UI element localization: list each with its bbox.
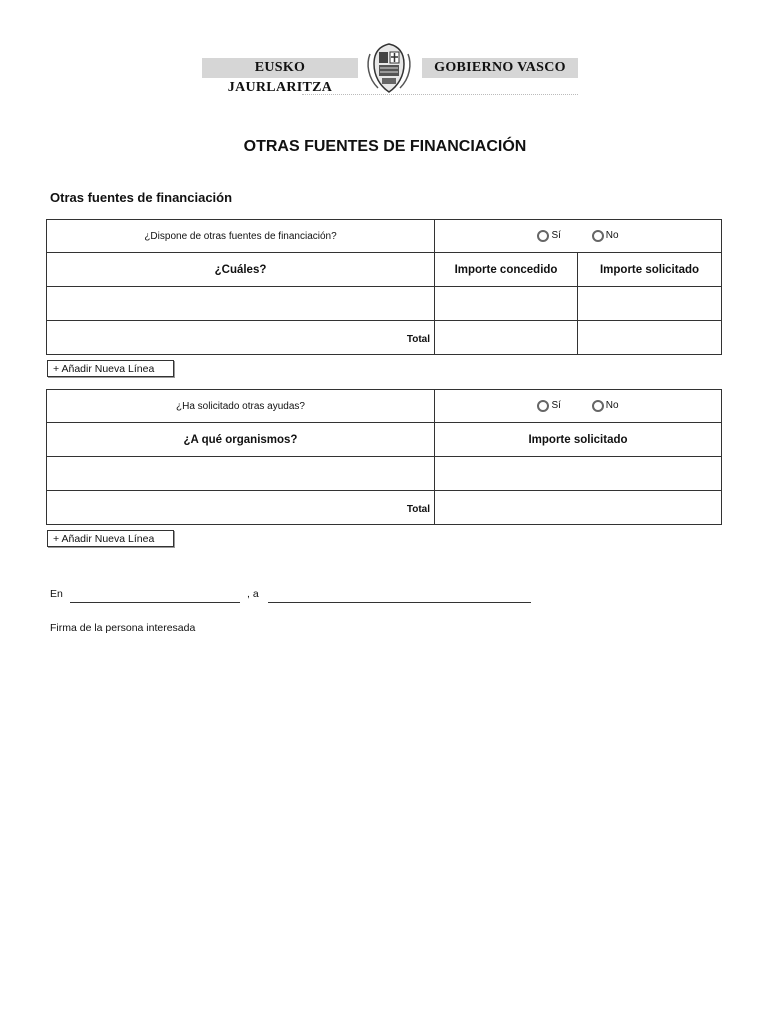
aids-question: ¿Ha solicitado otras ayudas? (47, 390, 435, 423)
column-header-requested: Importe solicitado (435, 423, 722, 457)
radio-yes[interactable] (537, 230, 560, 241)
question-row (47, 390, 722, 423)
financing-sources-table (46, 219, 722, 355)
total-label: Total (47, 491, 435, 525)
radio-yes-label: Sí (551, 400, 561, 412)
section-title: Otras fuentes de financiación (50, 190, 233, 205)
radio-yes-label: Sí (551, 230, 561, 242)
coat-of-arms-icon (362, 42, 416, 94)
source-name-input[interactable] (47, 287, 435, 321)
government-logo (196, 42, 578, 100)
table-row (47, 457, 722, 491)
column-header-organisms: ¿A qué organismos? (47, 423, 435, 457)
total-row (47, 491, 722, 525)
column-header-requested: Importe solicitado (578, 253, 722, 287)
logo-divider (302, 94, 578, 95)
aids-options (435, 390, 722, 423)
radio-yes[interactable] (537, 400, 560, 411)
page-title: OTRAS FUENTES DE FINANCIACIÓN (243, 138, 527, 155)
radio-no-label: No (605, 400, 619, 412)
column-header-granted: Importe concedido (435, 253, 578, 287)
radio-no[interactable] (592, 230, 619, 241)
add-line-button[interactable]: + Añadir Nueva Línea (47, 360, 174, 377)
other-aids-table (46, 389, 722, 525)
total-label: Total (47, 321, 435, 355)
radio-circle-icon[interactable] (592, 400, 604, 412)
total-row (47, 321, 722, 355)
radio-no-label: No (605, 230, 619, 242)
signature-label: Firma de la persona interesada (50, 622, 196, 634)
header-row (47, 253, 722, 287)
logo-text-spanish: GOBIERNO VASCO (422, 58, 578, 78)
total-requested-field[interactable] (435, 491, 722, 525)
logo-text-basque: EUSKO JAURLARITZA (202, 58, 358, 78)
financing-question: ¿Dispone de otras fuentes de financiación? (47, 220, 435, 253)
question-row (47, 220, 722, 253)
total-granted-field[interactable] (435, 321, 578, 355)
date-input[interactable] (268, 602, 531, 603)
radio-circle-icon[interactable] (537, 230, 549, 242)
granted-amount-input[interactable] (435, 287, 578, 321)
column-header-which: ¿Cuáles? (47, 253, 435, 287)
radio-circle-icon[interactable] (537, 400, 549, 412)
radio-circle-icon[interactable] (592, 230, 604, 242)
place-input[interactable] (70, 602, 240, 603)
header-row (47, 423, 722, 457)
place-label: En (50, 588, 63, 600)
requested-amount-input[interactable] (578, 287, 722, 321)
total-requested-field[interactable] (578, 321, 722, 355)
add-line-button[interactable]: + Añadir Nueva Línea (47, 530, 174, 547)
requested-amount-input[interactable] (435, 457, 722, 491)
date-label: , a (247, 588, 259, 600)
financing-options (435, 220, 722, 253)
organism-input[interactable] (47, 457, 435, 491)
table-row (47, 287, 722, 321)
radio-no[interactable] (592, 400, 619, 411)
